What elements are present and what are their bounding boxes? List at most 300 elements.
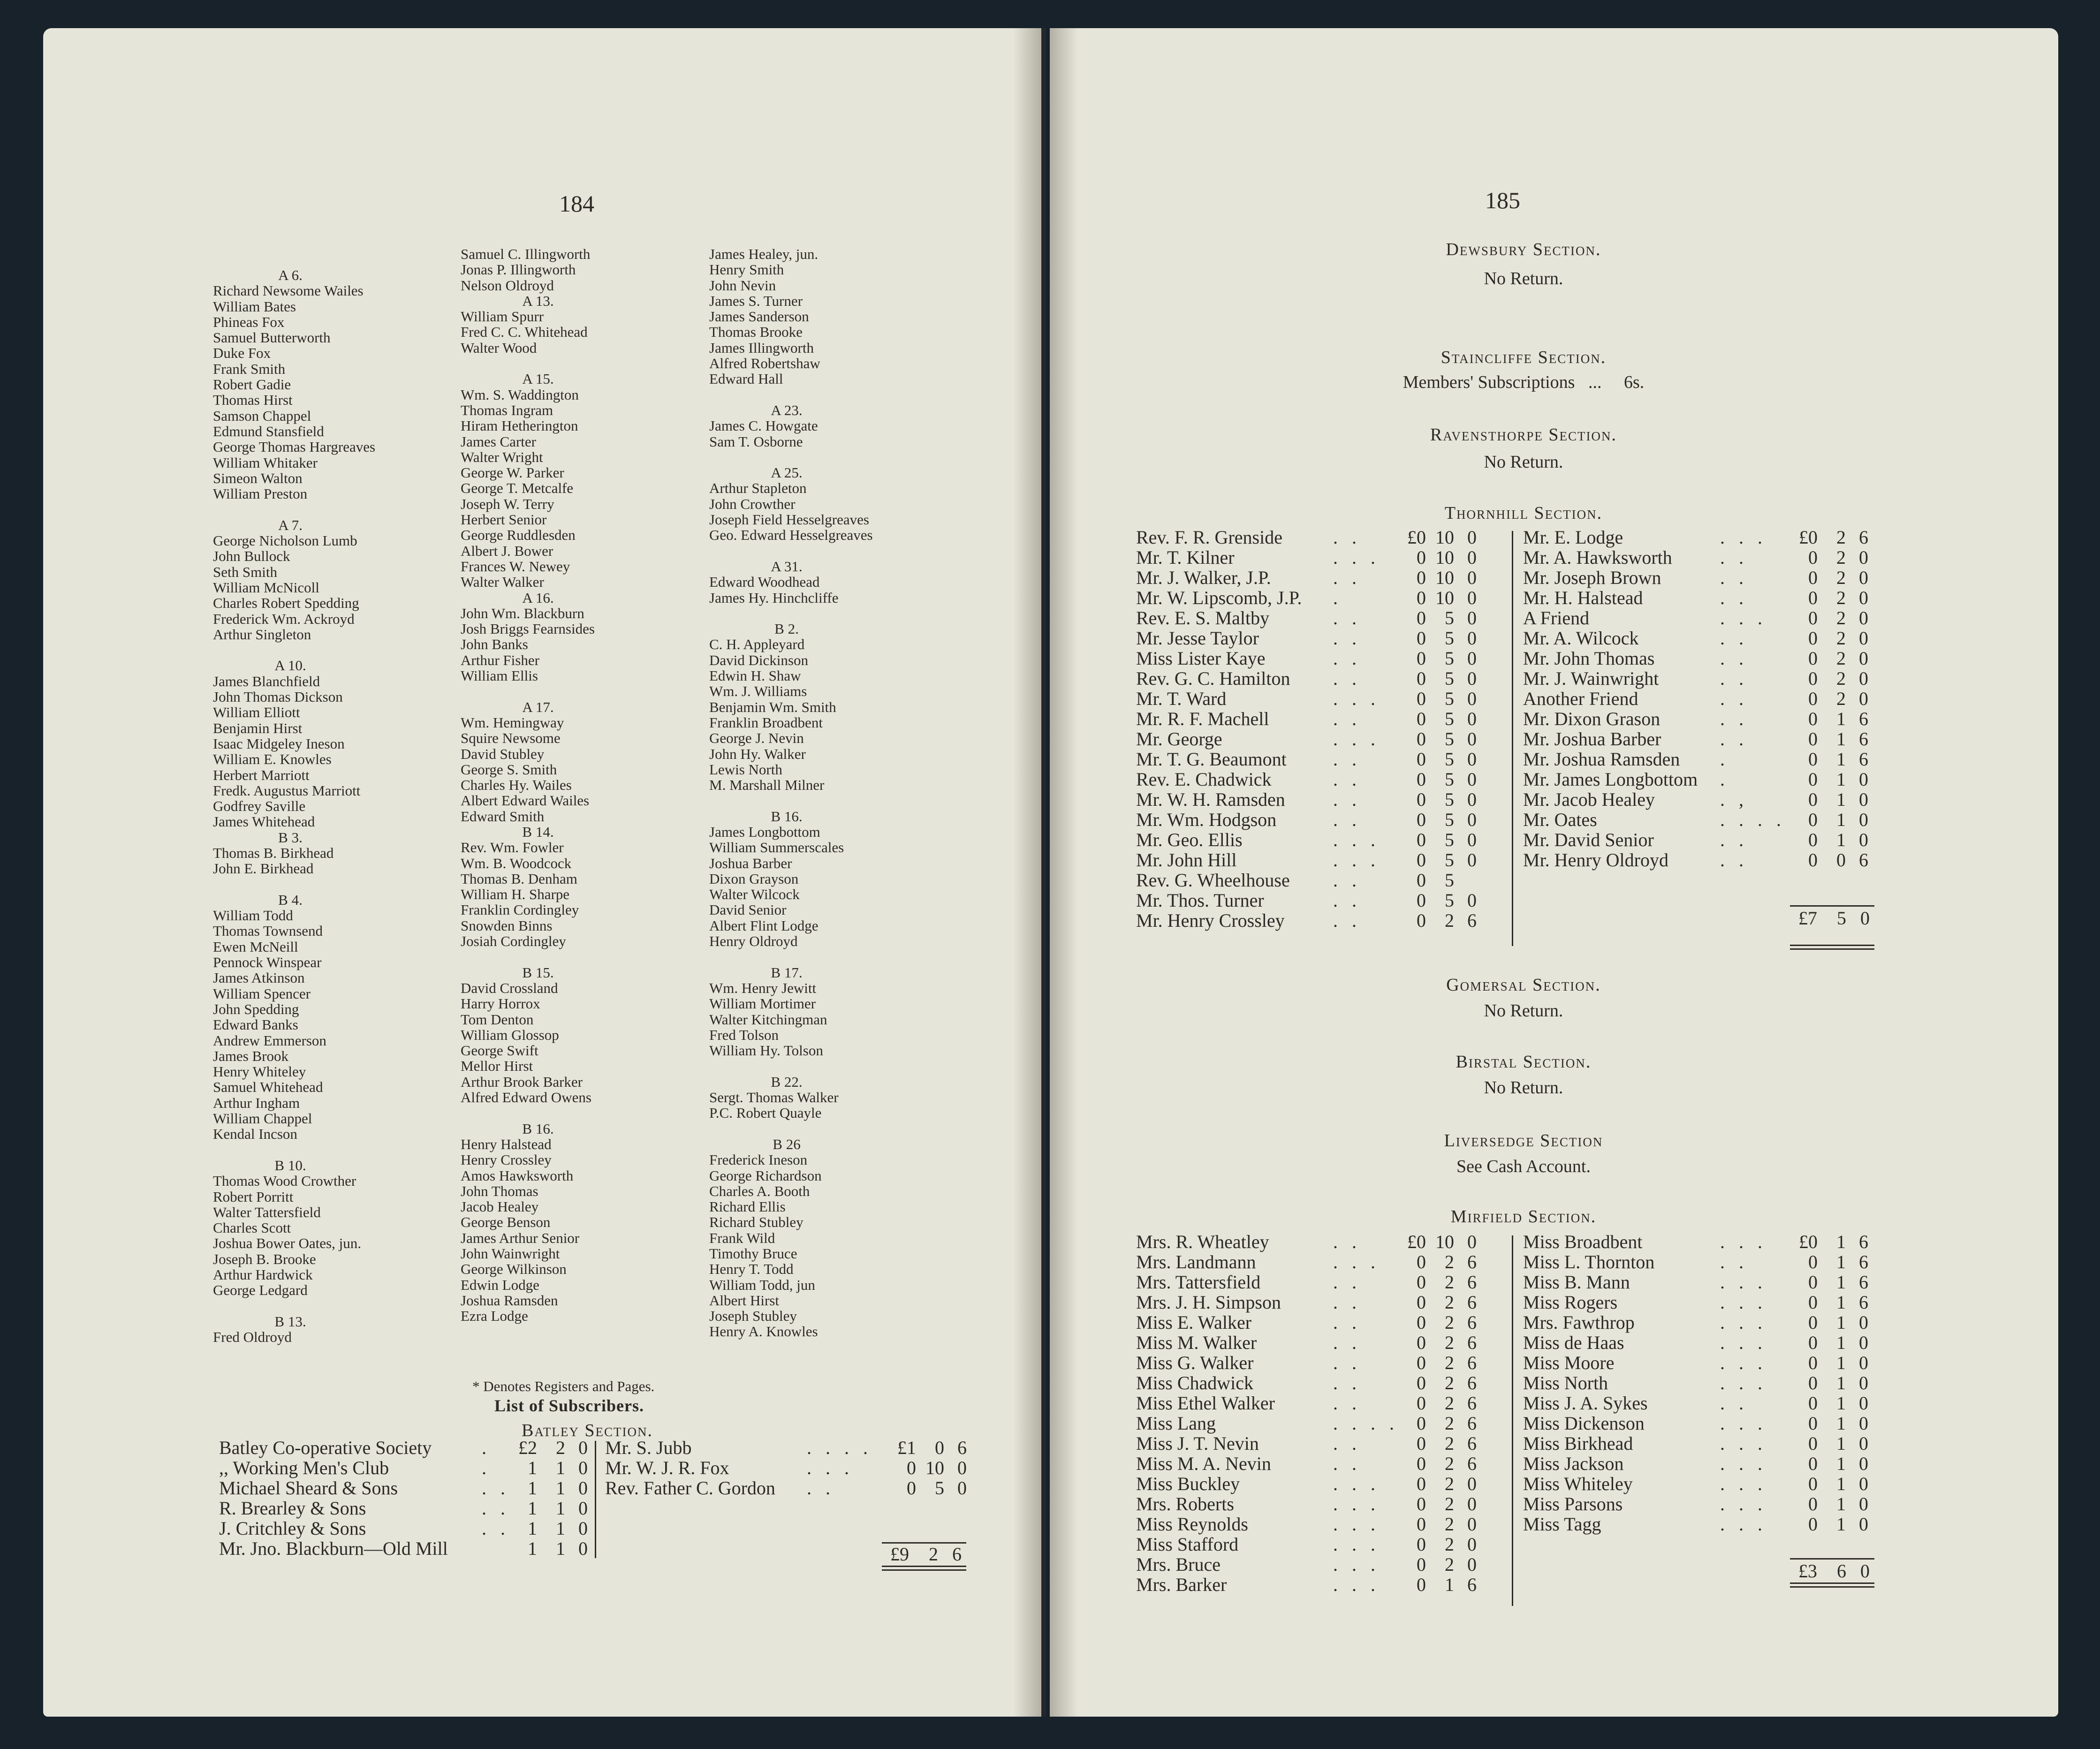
amount-pounds: 0 [1417, 829, 1426, 850]
leader-dots: . . [1333, 789, 1361, 810]
leader-dots: . . [1720, 1251, 1748, 1272]
amount-shillings: 1 [1836, 1453, 1846, 1474]
subscriber-name: Batley Co-operative Society [219, 1437, 432, 1458]
amount-pence: 6 [1467, 1352, 1477, 1373]
member-name [461, 1105, 695, 1121]
member-name [213, 877, 447, 892]
member-name: Benjamin Wm. Smith [709, 698, 836, 715]
amount-pounds: 0 [1417, 1493, 1426, 1514]
amount-pence: 6 [1467, 1312, 1477, 1333]
member-name: William Preston [213, 485, 308, 502]
subscription-row [1136, 1454, 1477, 1474]
double-rule [1790, 1586, 1874, 1588]
amount-pence: 0 [578, 1498, 588, 1519]
mirfield-title: Mirfield Section. [1450, 1207, 1597, 1227]
amount-pence: 0 [1859, 769, 1868, 790]
member-name: Walter Kitchingman [709, 1011, 827, 1028]
amount-pounds: 0 [1417, 1413, 1426, 1434]
member-name: Thomas Hirst [213, 392, 293, 409]
amount-shillings: 1 [1836, 1433, 1846, 1454]
amount-pence: 0 [1859, 648, 1868, 669]
subscription-row [1523, 1312, 1868, 1333]
subscriber-name: Miss Lang [1136, 1413, 1216, 1434]
member-name: Joseph W. Terry [461, 495, 554, 512]
amount-shillings: 10 [925, 1457, 944, 1478]
member-name: Henry Smith [709, 261, 784, 278]
amount-shillings: 2 [1445, 1352, 1454, 1373]
member-name: John Banks [461, 636, 528, 653]
amount-pence: 0 [1467, 849, 1477, 871]
subscription-row [1523, 668, 1868, 689]
leader-dots: . . [1333, 628, 1361, 649]
amount-pence: 0 [1859, 1332, 1868, 1353]
subscriber-name: Mr. Wm. Hodgson [1136, 809, 1277, 830]
member-name: Arthur Singleton [213, 626, 311, 643]
amount-pence: 0 [1467, 728, 1477, 750]
amount-pounds: 0 [1808, 587, 1818, 608]
amount-shillings: 2 [1836, 648, 1846, 669]
member-name: Rev. Wm. Fowler [461, 839, 564, 856]
member-name: Franklin Broadbent [709, 714, 823, 731]
leader-dots: . . [1333, 1433, 1361, 1454]
member-name: Edward Smith [461, 808, 545, 825]
leader-dots: . . [1333, 708, 1361, 729]
subscriber-name: A Friend [1523, 607, 1590, 628]
leader-dots: . . . [1333, 1493, 1380, 1514]
member-name: James Longbottom [709, 823, 820, 840]
leader-dots: . . . [1720, 1372, 1767, 1393]
subscription-row [1523, 547, 1868, 568]
amount-pence: 0 [1467, 1231, 1477, 1252]
member-name: Wm. J. Williams [709, 683, 807, 700]
amount-pence: 6 [1859, 1292, 1868, 1313]
amount-shillings: 2 [1445, 1433, 1454, 1454]
member-name: Dixon Grayson [709, 870, 799, 887]
subscription-row [1136, 1393, 1477, 1413]
amount-pounds: 0 [1417, 668, 1426, 689]
subscriber-name: Mr. Joseph Brown [1523, 567, 1661, 588]
subscription-row [1523, 709, 1868, 729]
subscription-row [1136, 547, 1477, 568]
amount-shillings: 2 [1445, 1372, 1454, 1393]
amount-pounds: 0 [1417, 1453, 1426, 1474]
register-heading: B 3. [278, 829, 303, 846]
amount-pence: 6 [1859, 1272, 1868, 1293]
amount-pounds: 0 [1417, 890, 1426, 911]
subscription-row [1136, 1292, 1477, 1312]
amount-pence: 0 [1467, 607, 1477, 628]
amount-pence: 0 [578, 1477, 588, 1499]
staincliffe-title: Staincliffe Section. [1440, 348, 1607, 367]
amount-pounds: 0 [1808, 1251, 1818, 1272]
amount-pounds: 0 [1417, 1534, 1426, 1555]
amount-shillings: 5 [1445, 668, 1454, 689]
amount-shillings: 1 [1836, 708, 1846, 729]
member-name: William H. Sharpe [461, 886, 570, 903]
amount-pence: 6 [957, 1437, 967, 1458]
subscription-row [1523, 1413, 1868, 1433]
subscriber-name: Miss Tagg [1523, 1514, 1601, 1535]
member-name [709, 449, 944, 465]
amount-pounds: £1 [897, 1437, 916, 1458]
leader-dots: . . . [1333, 1534, 1380, 1555]
amount-shillings: 2 [1445, 1272, 1454, 1293]
leader-dots: . . [1720, 567, 1748, 588]
member-name: James Carter [461, 433, 536, 450]
member-name: James Whitehead [213, 813, 315, 830]
subscription-row [1136, 689, 1477, 709]
leader-dots: . . [1333, 1292, 1361, 1313]
amount-pence: 0 [1467, 1473, 1477, 1494]
register-heading: B 22. [771, 1073, 803, 1090]
subscription-row [1136, 729, 1477, 749]
amount-shillings: 1 [1836, 1493, 1846, 1514]
subscriber-name: Miss Broadbent [1523, 1231, 1643, 1252]
member-name: Frances W. Newey [461, 558, 570, 575]
subscriber-name: Mr. George [1136, 728, 1222, 750]
member-name: Sam T. Osborne [709, 433, 803, 450]
amount-shillings: 1 [1836, 829, 1846, 850]
member-name: Henry Oldroyd [709, 933, 798, 950]
member-name [709, 543, 944, 559]
amount-pence: 0 [1859, 668, 1868, 689]
member-name: James S. Turner [709, 292, 803, 309]
amount-shillings: 2 [1445, 1514, 1454, 1535]
amount-pounds: £2 [518, 1437, 537, 1458]
member-name: Isaac Midgeley Ineson [213, 735, 345, 752]
amount-shillings: 2 [1836, 688, 1846, 709]
amount-shillings: 0 [1836, 849, 1846, 871]
amount-pence: 6 [1467, 1272, 1477, 1293]
amount-pence: 0 [1467, 1514, 1477, 1535]
member-name: Geo. Edward Hesselgreaves [709, 527, 873, 544]
amount-pence: 0 [1859, 1433, 1868, 1454]
member-name: Samuel Whitehead [213, 1079, 323, 1096]
subscription-row [1136, 709, 1477, 729]
member-name: Richard Ellis [709, 1198, 786, 1215]
thornhill-total [1790, 907, 1874, 929]
subscriber-name: Mr. David Senior [1523, 829, 1654, 850]
member-name: James Healey, jun. [709, 246, 819, 262]
subscription-row [1136, 1232, 1477, 1252]
leader-dots: . . . . [1720, 809, 1786, 830]
amount-pence: 6 [1467, 1574, 1477, 1595]
member-name: Charles Hy. Wailes [461, 777, 572, 794]
amount-shillings: 1 [1836, 1473, 1846, 1494]
subscription-row [1136, 910, 1477, 931]
leader-dots: . . [1333, 1453, 1361, 1474]
member-name [461, 683, 695, 699]
amount-pence: 6 [1859, 527, 1868, 548]
subscriber-name: Mr. Joshua Ramsden [1523, 749, 1680, 770]
leader-dots: . . [482, 1477, 510, 1499]
amount-shillings: 1 [1445, 1574, 1454, 1595]
amount-shillings: 1 [1836, 1514, 1846, 1535]
amount-pounds: 0 [1417, 1332, 1426, 1353]
member-name: Edwin H. Shaw [709, 667, 801, 684]
amount-shillings: 5 [1445, 749, 1454, 770]
subscriber-name: Mr. Jesse Taylor [1136, 628, 1259, 649]
subscriber-name: Mr. H. Halstead [1523, 587, 1643, 608]
member-name: Amos Hawksworth [461, 1167, 574, 1184]
member-name: John Thomas Dickson [213, 689, 343, 705]
leader-dots: . . . [1333, 1514, 1380, 1535]
member-name: Thomas Townsend [213, 923, 323, 939]
amount-shillings: 1 [1836, 1413, 1846, 1434]
subscription-row [1523, 568, 1868, 588]
leader-dots: . . [1720, 688, 1748, 709]
leader-dots: . [1720, 749, 1729, 770]
amount-pounds: 0 [1808, 809, 1818, 830]
member-name: John Thomas [461, 1182, 538, 1199]
subscriber-name: J. Critchley & Sons [219, 1518, 366, 1539]
member-name: Jacob Healey [461, 1198, 539, 1215]
amount-shillings: 5 [1445, 870, 1454, 891]
member-name [461, 356, 695, 371]
subscription-row [219, 1538, 588, 1559]
member-name: William Hy. Tolson [709, 1042, 823, 1059]
amount-shillings: 5 [935, 1477, 944, 1499]
member-name: Edward Banks [213, 1016, 298, 1033]
leader-dots: . [482, 1457, 491, 1478]
subscriber-name: Miss Jackson [1523, 1453, 1624, 1474]
member-name: William E. Knowles [213, 751, 332, 768]
amount-pence: 0 [1467, 587, 1477, 608]
amount-shillings: 5 [1445, 708, 1454, 729]
member-name: Jonas P. Illingworth [461, 261, 576, 278]
amount-pence: 6 [1467, 910, 1477, 931]
register-heading: A 23. [771, 401, 803, 418]
member-name: James Brook [213, 1047, 289, 1064]
amount-pence: 0 [1859, 1514, 1868, 1535]
subscriber-name: Miss Rogers [1523, 1292, 1618, 1313]
subscriber-name: Miss E. Walker [1136, 1312, 1252, 1333]
amount-pounds: 0 [1417, 1272, 1426, 1293]
mirfield-table-left [1136, 1232, 1477, 1595]
amount-shillings: 1 [1836, 1372, 1846, 1393]
member-name: James Illingworth [709, 339, 814, 356]
subscriber-name: Miss B. Mann [1523, 1272, 1630, 1293]
member-name: Pennock Winspear [213, 954, 322, 971]
member-name: Phineas Fox [213, 313, 285, 330]
member-name [213, 642, 447, 658]
subscriber-name: Miss Parsons [1523, 1493, 1623, 1514]
staincliffe-amount: 6s. [1623, 372, 1645, 392]
subscription-row [1136, 1252, 1477, 1272]
amount-pence: 0 [1859, 587, 1868, 608]
amount-shillings: 5 [1445, 607, 1454, 628]
amount-pounds: 1 [528, 1457, 537, 1478]
amount-pounds: 0 [1808, 749, 1818, 770]
amount-pence: 0 [1467, 628, 1477, 649]
column-divider [595, 1441, 596, 1558]
member-name: Ezra Lodge [461, 1308, 528, 1325]
subscriber-name: Another Friend [1523, 688, 1638, 709]
subscription-row [1136, 648, 1477, 668]
subscriber-name: Mrs. R. Wheatley [1136, 1231, 1269, 1252]
leader-dots: . . [1333, 1231, 1361, 1252]
leader-dots: . . . [1720, 1332, 1767, 1353]
member-name: Joseph B. Brooke [213, 1250, 316, 1267]
thornhill-table-right [1523, 527, 1868, 870]
register-heading: A 13. [522, 292, 554, 309]
member-name: Albert Flint Lodge [709, 917, 819, 934]
amount-pence: 6 [1467, 1433, 1477, 1454]
amount-pence: 6 [1467, 1453, 1477, 1474]
member-name: Andrew Emmerson [213, 1032, 326, 1049]
amount-pounds: 0 [907, 1457, 916, 1478]
amount-shillings: 2 [556, 1437, 565, 1458]
subscriber-name: Mr. T. G. Beaumont [1136, 749, 1287, 770]
subscription-row [1136, 789, 1477, 810]
liversedge-title: Liversedge Section [1444, 1131, 1603, 1151]
subscriber-name: Mr. E. Lodge [1523, 527, 1623, 548]
amount-shillings: 2 [1445, 1413, 1454, 1434]
leader-dots: . . [1333, 648, 1361, 669]
amount-pounds: 0 [1808, 728, 1818, 750]
member-name: Lewis North [709, 761, 782, 778]
amount-shillings: 1 [1836, 809, 1846, 830]
amount-pence: 6 [1467, 1393, 1477, 1414]
leader-dots: . . . [1720, 1413, 1767, 1434]
amount-pence: 0 [1859, 1393, 1868, 1414]
subscriber-name: Mr. John Thomas [1523, 648, 1655, 669]
amount-pounds: 0 [1808, 1332, 1818, 1353]
subscription-row [1523, 689, 1868, 709]
member-name [709, 793, 944, 808]
amount-pence: 6 [1467, 1413, 1477, 1434]
subscriber-name: Mrs. Barker [1136, 1574, 1227, 1595]
subscriber-name: Miss Moore [1523, 1352, 1615, 1373]
leader-dots: . . [1333, 1332, 1361, 1353]
member-name: Herbert Marriott [213, 766, 310, 783]
member-name: Joseph Stubley [709, 1308, 797, 1325]
member-name: Arthur Brook Barker [461, 1073, 583, 1090]
subscription-row [1523, 1474, 1868, 1494]
subscription-row [1523, 1333, 1868, 1353]
subscription-row [1523, 1433, 1868, 1454]
leader-dots: . . [1333, 890, 1361, 911]
register-heading: B 16. [771, 808, 803, 825]
amount-pence: 0 [1859, 628, 1868, 649]
subscriber-name: Mr. W. Lipscomb, J.P. [1136, 587, 1302, 608]
subscription-row [1523, 1454, 1868, 1474]
subscriber-name: Mr. Geo. Ellis [1136, 829, 1243, 850]
amount-pence: 6 [1859, 1231, 1868, 1252]
leader-dots: . . [1333, 1272, 1361, 1293]
amount-pence: 0 [1859, 1473, 1868, 1494]
member-name: George W. Parker [461, 464, 564, 481]
page-number: 185 [1485, 187, 1520, 213]
amount-pounds: 0 [1808, 668, 1818, 689]
amount-pounds: 0 [1417, 1473, 1426, 1494]
member-name: Ewen McNeill [213, 938, 298, 955]
batley-table-right [605, 1438, 967, 1498]
amount-shillings: 1 [556, 1518, 565, 1539]
member-name: Seth Smith [213, 563, 277, 580]
amount-pounds: £0 [1799, 1231, 1818, 1252]
subscription-row [1136, 1333, 1477, 1353]
subscription-row [219, 1438, 588, 1458]
subscriber-name: Mr. Jacob Healey [1523, 789, 1655, 810]
amount-pounds: 0 [1808, 1312, 1818, 1333]
subscriber-name: Miss Chadwick [1136, 1372, 1253, 1393]
register-heading: A 25. [771, 464, 803, 481]
amount-pence: 0 [1859, 567, 1868, 588]
total-pounds: £7 [1798, 908, 1817, 929]
amount-pounds: 0 [1417, 1312, 1426, 1333]
right-page [1050, 28, 2058, 1717]
amount-pence: 0 [1859, 1312, 1868, 1333]
member-name: Thomas Brooke [709, 324, 803, 341]
book-gutter-shadow [1050, 28, 1078, 1717]
member-name: Josiah Cordingley [461, 933, 566, 950]
subscriber-name: Mr. S. Jubb [605, 1437, 692, 1458]
subscriber-name: Miss M. A. Nevin [1136, 1453, 1271, 1474]
subscriber-name: Miss Birkhead [1523, 1433, 1633, 1454]
member-name: Charles Robert Spedding [213, 595, 359, 612]
amount-pounds: 0 [1808, 628, 1818, 649]
amount-shillings: 5 [1445, 628, 1454, 649]
member-name: Edward Woodhead [709, 574, 820, 591]
mirfield-total [1790, 1560, 1874, 1582]
amount-pounds: 0 [1808, 1393, 1818, 1414]
register-heading: B 26 [773, 1136, 801, 1152]
book-gutter-shadow [1013, 28, 1046, 1717]
member-name [461, 949, 695, 964]
amount-pounds: 0 [1808, 1514, 1818, 1535]
subscriber-name: Mr. T. Kilner [1136, 547, 1235, 568]
footnote: * Denotes Registers and Pages. [472, 1378, 655, 1394]
member-name: Fredk. Augustus Marriott [213, 782, 361, 799]
member-name: Frank Smith [213, 360, 286, 377]
member-name: William McNicoll [213, 579, 319, 596]
column-divider [1512, 531, 1513, 946]
amount-pounds: 0 [1417, 749, 1426, 770]
amount-pence: 0 [1467, 829, 1477, 850]
member-name: Arthur Hardwick [213, 1266, 313, 1283]
amount-shillings: 1 [1836, 1251, 1846, 1272]
amount-pounds: 0 [1417, 1372, 1426, 1393]
amount-shillings: 2 [1445, 1393, 1454, 1414]
member-name: Samson Chappel [213, 407, 311, 424]
member-name: Albert Edward Wailes [461, 792, 590, 809]
subscriber-name: Mr. James Longbottom [1523, 769, 1698, 790]
amount-pence: 0 [1467, 1493, 1477, 1514]
total-shillings: 6 [1837, 1560, 1846, 1582]
amount-shillings: 5 [1445, 769, 1454, 790]
leader-dots: . . [1333, 1372, 1361, 1393]
member-name: David Stubley [461, 745, 545, 762]
batley-table-left [219, 1438, 588, 1559]
amount-pence: 6 [1859, 849, 1868, 871]
amount-shillings: 10 [1435, 547, 1454, 568]
amount-pence: 0 [1859, 1352, 1868, 1373]
subscriber-name: Miss L. Thornton [1523, 1251, 1655, 1272]
amount-pounds: 0 [1417, 648, 1426, 669]
subscriber-name: Rev. G. C. Hamilton [1136, 668, 1290, 689]
subscriber-name: Mr. J. Wainwright [1523, 668, 1659, 689]
member-name: James Arthur Senior [461, 1229, 580, 1246]
register-heading: B 14. [522, 823, 554, 840]
member-name: Frederick Ineson [709, 1151, 808, 1168]
amount-shillings: 5 [1445, 809, 1454, 830]
member-name: Herbert Senior [461, 511, 547, 528]
leader-dots: . , [1720, 789, 1748, 810]
amount-shillings: 2 [1445, 1251, 1454, 1272]
double-rule [1790, 948, 1874, 950]
leader-dots: . . [482, 1518, 510, 1539]
